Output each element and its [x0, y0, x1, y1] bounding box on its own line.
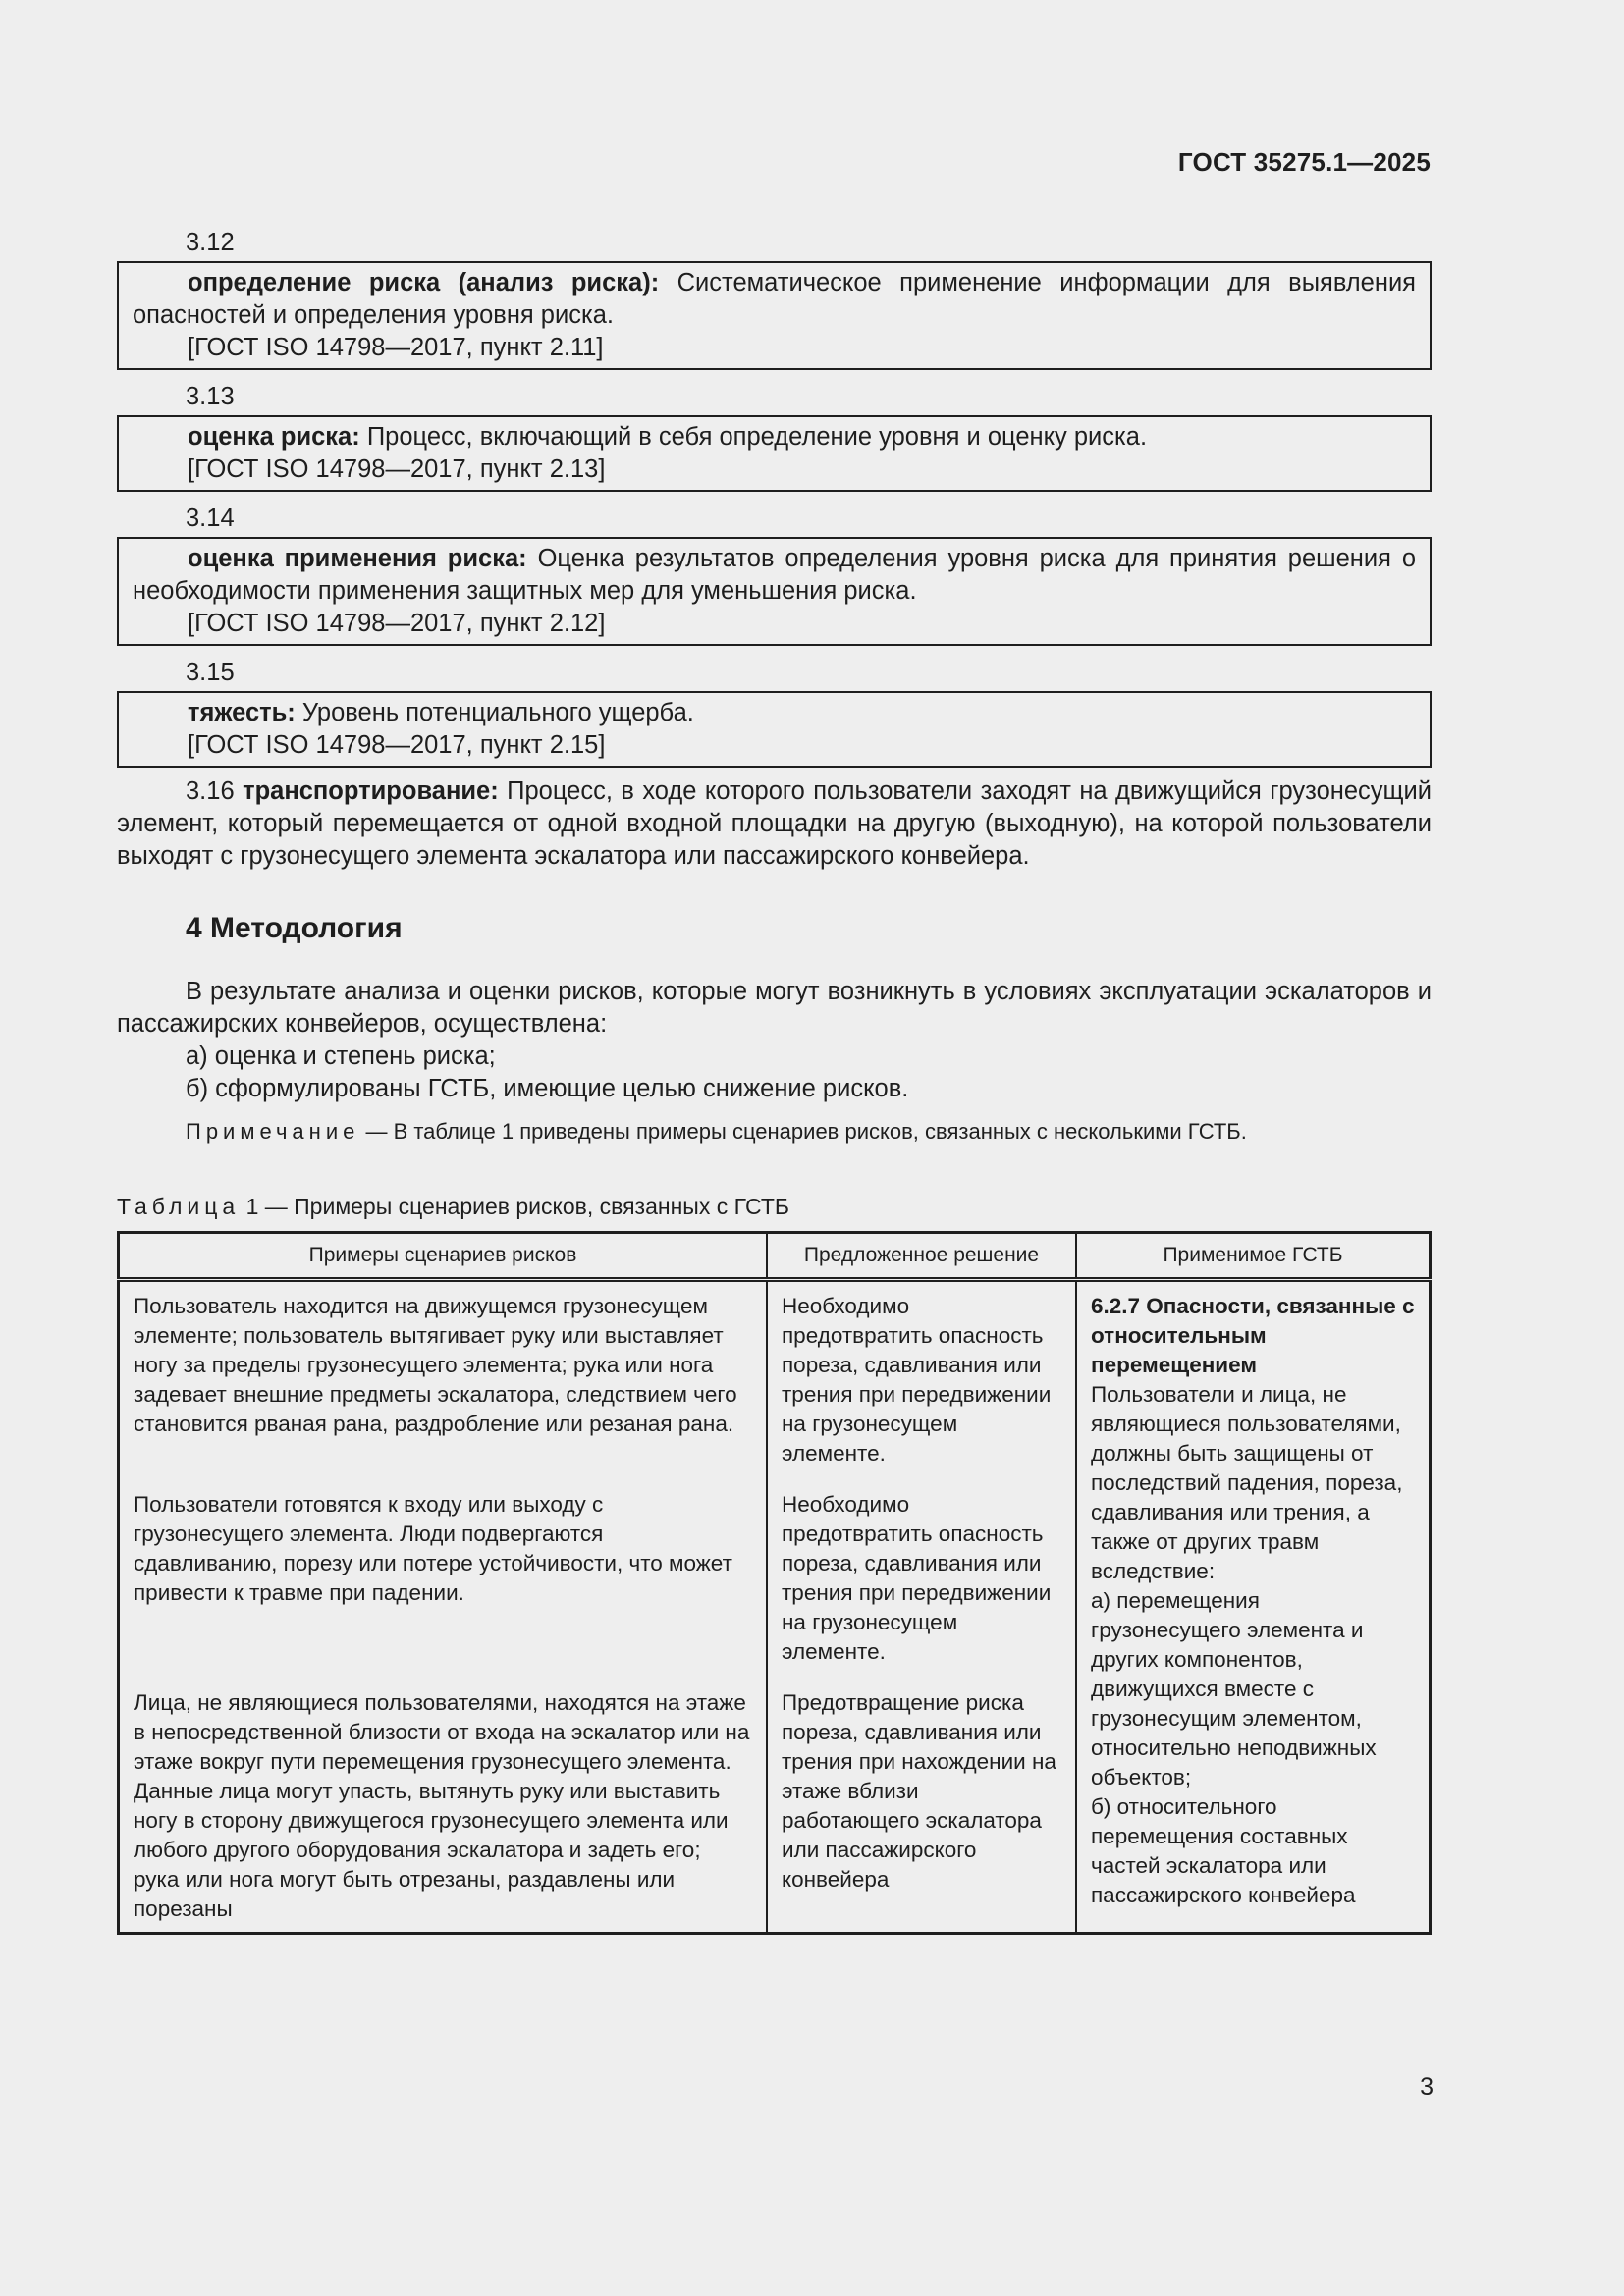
scenario-text: Пользователь находится на движущемся грузонесущем элементе; пользователь вытягивает руку или выставляет ногу за пределы грузонесущего элемента; рука или нога задевает внешние предметы эскалатора, следствием чего становится рваная рана, раздробление или резаная рана.	[134, 1294, 737, 1436]
term-definition: Оценка результатов определения уровня риска для принятия решения о необходимости применения защитных мер для уменьшения риска.	[133, 545, 1417, 605]
term-definition: Процесс, включающий в себя определение уровня и оценку риска.	[359, 423, 1148, 451]
table-cell-scenarios	[119, 1280, 768, 1934]
table-caption-text: 1 — Примеры сценариев рисков, связанных с ГСТБ	[240, 1194, 790, 1219]
term-number: 3.14	[186, 505, 235, 532]
term-number: 3.13	[186, 383, 235, 410]
risk-scenarios-table	[117, 1231, 1432, 1935]
page-number: 3	[1420, 2073, 1434, 2101]
table-caption-label: Таблица	[117, 1194, 241, 1219]
list-item: а) оценка и степень риска;	[186, 1042, 496, 1070]
scenario-text: Пользователи готовятся к входу или выходу с грузонесущего элемента. Люди подвергаются сдавливанию, порезу или потере устойчивости, что может привести к травме при падении.	[134, 1492, 732, 1605]
term-reference: [ГОСТ ISO 14798—2017, пункт 2.13]	[188, 455, 606, 483]
note-label: Примечание	[186, 1119, 360, 1144]
table-header-cell: Примеры сценариев рисков	[119, 1233, 768, 1280]
note	[117, 1115, 1432, 1148]
term-definition: Уровень потенциального ущерба.	[295, 699, 694, 726]
table-caption	[117, 1191, 1432, 1223]
term-name: тяжесть:	[188, 699, 296, 726]
term-box	[117, 261, 1432, 370]
document-code-header: ГОСТ 35275.1—2025	[1177, 147, 1431, 177]
note-text: — В таблице 1 приведены примеры сценариев рисков, связанных с несколькими ГСТБ.	[359, 1119, 1247, 1144]
term-reference: [ГОСТ ISO 14798—2017, пункт 2.15]	[188, 731, 606, 759]
gstb-item: б) относительного перемещения составных частей эскалатора или пассажирского конвейера	[1091, 1794, 1356, 1907]
term-reference: [ГОСТ ISO 14798—2017, пункт 2.11]	[188, 334, 604, 361]
term-definition: Систематическое применение информации для выявления опасностей и определения уровня риска.	[133, 269, 1416, 329]
term-paragraph-3-16	[117, 775, 1432, 873]
term-number: 3.16	[186, 777, 235, 805]
gstb-text: Пользователи и лица, не являющиеся пользователями, должны быть защищены от последствий падения, пореза, сдавливания или трения, а также от других травм вследствие:	[1091, 1382, 1403, 1583]
term-name: оценка риска:	[188, 423, 360, 451]
term-number: 3.12	[186, 229, 235, 256]
table-cell-gstb	[1076, 1280, 1431, 1934]
table-header-cell: Применимое ГСТБ	[1076, 1233, 1431, 1280]
term-box	[117, 415, 1432, 492]
gstb-item: а) перемещения грузонесущего элемента и других компонентов, движущихся вместе с грузонесущим элементом, относительно неподвижных объектов;	[1091, 1588, 1377, 1789]
table-header-row	[119, 1233, 1431, 1280]
section-heading: 4 Методология	[186, 912, 403, 944]
term-name: определение риска (анализ риска):	[188, 269, 660, 296]
term-number: 3.15	[186, 659, 235, 686]
section-intro: В результате анализа и оценки рисков, которые могут возникнуть в условиях эксплуатации эскалаторов и пассажирских конвейеров, осуществлена:	[117, 978, 1432, 1038]
page-content	[117, 224, 1432, 1935]
gstb-title: 6.2.7 Опасности, связанные с относительным перемещением	[1091, 1294, 1415, 1377]
solution-text: Необходимо предотвратить опасность пореза, сдавливания или трения при передвижении на грузонесущем элементе.	[782, 1492, 1052, 1664]
solution-text: Предотвращение риска пореза, сдавливания или трения при нахождении на этаже вблизи работающего эскалатора или пассажирского конвейера	[782, 1690, 1056, 1892]
term-box	[117, 691, 1432, 768]
term-name: оценка применения риска:	[188, 545, 527, 572]
term-box	[117, 537, 1432, 646]
table-cell-solutions	[767, 1280, 1076, 1934]
table-header-cell: Предложенное решение	[767, 1233, 1076, 1280]
list-item: б) сформулированы ГСТБ, имеющие целью снижение рисков.	[186, 1075, 909, 1102]
term-reference: [ГОСТ ISO 14798—2017, пункт 2.12]	[188, 610, 606, 637]
table-row	[119, 1280, 1431, 1934]
term-definition: Процесс, в ходе которого пользователи заходят на движущийся грузонесущий элемент, который перемещается от одной входной площадки на другую (выходную), на которой пользователи выходят с грузонесущего элемента эскалатора или пассажирского конвейера.	[117, 777, 1432, 870]
scenario-text: Лица, не являющиеся пользователями, находятся на этаже в непосредственной близости от входа на эскалатор или на этаже вокруг пути перемещения грузонесущего элемента. Данные лица могут упасть, вытянуть руку или выставить ногу в сторону движущегося грузонесущего элемента или любого другого оборудования эскалатора и задеть его; рука или нога могут быть отрезаны, раздавлены или порезаны	[134, 1690, 750, 1921]
solution-text: Необходимо предотвратить опасность пореза, сдавливания или трения при передвижении на грузонесущем элементе.	[782, 1294, 1052, 1466]
term-name: транспортирование:	[243, 777, 499, 805]
